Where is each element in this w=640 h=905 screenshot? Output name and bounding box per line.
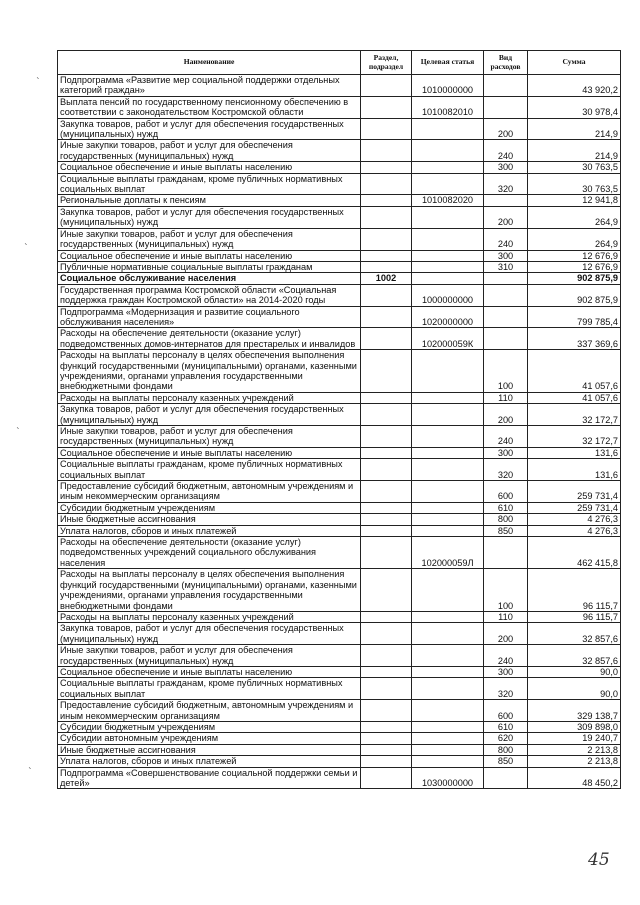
table-row	[58, 744, 621, 755]
cell-name: Социальное обеспечение и иные выплаты населению	[58, 162, 361, 173]
table-row	[58, 426, 621, 448]
cell-section	[361, 426, 412, 448]
cell-section	[361, 140, 412, 162]
table-row	[58, 611, 621, 622]
cell-section	[361, 284, 412, 306]
cell-target: 102000059К	[412, 328, 484, 350]
cell-target	[412, 261, 484, 272]
cell-target	[412, 228, 484, 250]
cell-name: Публичные нормативные социальные выплаты гражданам	[58, 261, 361, 272]
cell-kind: 200	[484, 623, 528, 645]
cell-name: Подпрограмма «Модернизация и развитие социального обслуживания населения»	[58, 306, 361, 328]
cell-target	[412, 645, 484, 667]
margin-tick-mark: ˎ	[24, 236, 29, 246]
table-row	[58, 392, 621, 403]
cell-sum: 259 731,4	[528, 481, 621, 503]
cell-target	[412, 733, 484, 744]
table-row	[58, 195, 621, 206]
cell-kind: 110	[484, 392, 528, 403]
cell-section	[361, 350, 412, 393]
cell-name: Социальное обеспечение и иные выплаты населению	[58, 447, 361, 458]
table-row	[58, 328, 621, 350]
cell-name: Уплата налогов, сборов и иных платежей	[58, 756, 361, 767]
cell-target	[412, 250, 484, 261]
cell-kind: 850	[484, 756, 528, 767]
budget-table	[57, 50, 621, 789]
cell-kind: 600	[484, 481, 528, 503]
table-row	[58, 306, 621, 328]
cell-kind: 300	[484, 162, 528, 173]
cell-name: Субсидии бюджетным учреждениям	[58, 502, 361, 513]
cell-sum: 902 875,9	[528, 284, 621, 306]
cell-sum: 12 676,9	[528, 261, 621, 272]
cell-kind: 240	[484, 228, 528, 250]
cell-target: 1010082010	[412, 96, 484, 118]
table-body	[58, 75, 621, 789]
cell-target	[412, 206, 484, 228]
cell-kind: 610	[484, 502, 528, 513]
table-row	[58, 261, 621, 272]
cell-section	[361, 328, 412, 350]
margin-tick-mark: ˎ	[16, 420, 21, 430]
cell-kind: 200	[484, 118, 528, 140]
cell-section	[361, 537, 412, 569]
cell-kind: 200	[484, 206, 528, 228]
cell-target	[412, 721, 484, 732]
header-sum: Сумма	[528, 51, 621, 75]
cell-name: Расходы на выплаты персоналу казенных учреждений	[58, 392, 361, 403]
cell-name: Закупка товаров, работ и услуг для обеспечения государственных (муниципальных) нужд	[58, 404, 361, 426]
table-row	[58, 502, 621, 513]
table-row	[58, 623, 621, 645]
table-row	[58, 140, 621, 162]
cell-section	[361, 744, 412, 755]
cell-kind	[484, 537, 528, 569]
cell-kind: 800	[484, 514, 528, 525]
table-row	[58, 756, 621, 767]
cell-kind: 610	[484, 721, 528, 732]
cell-target	[412, 162, 484, 173]
table-row	[58, 645, 621, 667]
cell-sum: 2 213,8	[528, 756, 621, 767]
table-row	[58, 666, 621, 677]
table-row	[58, 678, 621, 700]
cell-sum: 30 978,4	[528, 96, 621, 118]
cell-sum: 259 731,4	[528, 502, 621, 513]
cell-section	[361, 733, 412, 744]
cell-target	[412, 350, 484, 393]
cell-section	[361, 447, 412, 458]
cell-section	[361, 459, 412, 481]
cell-name: Расходы на выплаты персоналу в целях обеспечения выполнения функций государственными (муниципальными) органами, казенными учреждениями, органами управления государственными внебюджетными фондами	[58, 350, 361, 393]
cell-target	[412, 404, 484, 426]
cell-target	[412, 426, 484, 448]
cell-section	[361, 404, 412, 426]
cell-sum: 32 172,7	[528, 404, 621, 426]
header-target: Целевая статья	[412, 51, 484, 75]
cell-sum: 41 057,6	[528, 350, 621, 393]
page-number: 45	[588, 850, 610, 870]
cell-section	[361, 96, 412, 118]
cell-section	[361, 767, 412, 789]
cell-section	[361, 392, 412, 403]
cell-section	[361, 306, 412, 328]
cell-name: Субсидии автономным учреждениям	[58, 733, 361, 744]
cell-target	[412, 118, 484, 140]
cell-sum: 4 276,3	[528, 525, 621, 536]
cell-sum: 799 785,4	[528, 306, 621, 328]
cell-sum: 214,9	[528, 140, 621, 162]
cell-sum: 32 857,6	[528, 645, 621, 667]
cell-kind: 100	[484, 569, 528, 612]
table-row	[58, 537, 621, 569]
cell-sum: 96 115,7	[528, 611, 621, 622]
table-row	[58, 404, 621, 426]
cell-target	[412, 273, 484, 284]
cell-section	[361, 666, 412, 677]
cell-kind: 100	[484, 350, 528, 393]
cell-sum: 30 763,5	[528, 173, 621, 195]
cell-name: Расходы на выплаты персоналу казенных учреждений	[58, 611, 361, 622]
cell-name: Иные бюджетные ассигнования	[58, 514, 361, 525]
cell-name: Иные закупки товаров, работ и услуг для обеспечения государственных (муниципальных) нужд	[58, 140, 361, 162]
cell-sum: 214,9	[528, 118, 621, 140]
cell-kind: 320	[484, 173, 528, 195]
cell-target	[412, 611, 484, 622]
header-name: Наименование	[58, 51, 361, 75]
cell-section	[361, 75, 412, 97]
table-row	[58, 721, 621, 732]
cell-section: 1002	[361, 273, 412, 284]
cell-sum: 131,6	[528, 459, 621, 481]
table-row	[58, 447, 621, 458]
table-row	[58, 162, 621, 173]
cell-name: Социальное обеспечение и иные выплаты населению	[58, 250, 361, 261]
cell-kind: 320	[484, 678, 528, 700]
cell-target	[412, 678, 484, 700]
cell-kind: 200	[484, 404, 528, 426]
cell-sum: 264,9	[528, 228, 621, 250]
cell-section	[361, 173, 412, 195]
cell-kind	[484, 306, 528, 328]
cell-sum: 96 115,7	[528, 569, 621, 612]
cell-target	[412, 447, 484, 458]
cell-name: Социальные выплаты гражданам, кроме публичных нормативных социальных выплат	[58, 173, 361, 195]
cell-section	[361, 250, 412, 261]
cell-name: Иные закупки товаров, работ и услуг для обеспечения государственных (муниципальных) нужд	[58, 645, 361, 667]
cell-kind	[484, 328, 528, 350]
cell-sum: 19 240,7	[528, 733, 621, 744]
cell-target: 102000059Л	[412, 537, 484, 569]
cell-section	[361, 645, 412, 667]
table-row	[58, 525, 621, 536]
cell-sum: 337 369,6	[528, 328, 621, 350]
cell-sum: 2 213,8	[528, 744, 621, 755]
cell-name: Предоставление субсидий бюджетным, автономным учреждениям и иным некоммерческим организациям	[58, 700, 361, 722]
table-row	[58, 514, 621, 525]
cell-sum: 131,6	[528, 447, 621, 458]
cell-sum: 48 450,2	[528, 767, 621, 789]
table-row	[58, 273, 621, 284]
cell-name: Иные бюджетные ассигнования	[58, 744, 361, 755]
cell-name: Выплата пенсий по государственному пенсионному обеспечению в соответствии с законодательством Костромской области	[58, 96, 361, 118]
cell-sum: 32 857,6	[528, 623, 621, 645]
cell-name: Уплата налогов, сборов и иных платежей	[58, 525, 361, 536]
cell-name: Социальные выплаты гражданам, кроме публичных нормативных социальных выплат	[58, 678, 361, 700]
cell-kind: 240	[484, 426, 528, 448]
cell-section	[361, 502, 412, 513]
cell-section	[361, 195, 412, 206]
cell-target	[412, 569, 484, 612]
cell-target	[412, 700, 484, 722]
cell-name: Закупка товаров, работ и услуг для обеспечения государственных (муниципальных) нужд	[58, 118, 361, 140]
cell-section	[361, 611, 412, 622]
table-row	[58, 481, 621, 503]
cell-sum: 902 875,9	[528, 273, 621, 284]
cell-section	[361, 481, 412, 503]
cell-name: Закупка товаров, работ и услуг для обеспечения государственных (муниципальных) нужд	[58, 206, 361, 228]
cell-name: Государственная программа Костромской области «Социальная поддержка граждан Костромской области» на 2014-2020 годы	[58, 284, 361, 306]
cell-name: Расходы на выплаты персоналу в целях обеспечения выполнения функций государственными (муниципальными) органами, казенными учреждениями, органами управления государственными внебюджетными фондами	[58, 569, 361, 612]
cell-target: 1020000000	[412, 306, 484, 328]
cell-kind	[484, 273, 528, 284]
cell-sum: 329 138,7	[528, 700, 621, 722]
cell-kind	[484, 767, 528, 789]
cell-kind: 310	[484, 261, 528, 272]
cell-name: Подпрограмма «Совершенствование социальной поддержки семьи и детей»	[58, 767, 361, 789]
cell-section	[361, 525, 412, 536]
cell-kind	[484, 195, 528, 206]
cell-target	[412, 756, 484, 767]
cell-target	[412, 140, 484, 162]
cell-kind	[484, 75, 528, 97]
cell-kind: 240	[484, 645, 528, 667]
cell-name: Иные закупки товаров, работ и услуг для обеспечения государственных (муниципальных) нужд	[58, 426, 361, 448]
margin-tick-mark: ˎ	[28, 760, 33, 770]
margin-tick-mark: ˎ	[36, 70, 41, 80]
cell-section	[361, 514, 412, 525]
cell-target: 1030000000	[412, 767, 484, 789]
cell-name: Социальные выплаты гражданам, кроме публичных нормативных социальных выплат	[58, 459, 361, 481]
cell-kind: 110	[484, 611, 528, 622]
table-row	[58, 459, 621, 481]
cell-section	[361, 678, 412, 700]
cell-sum: 12 676,9	[528, 250, 621, 261]
header-kind: Вид расходов	[484, 51, 528, 75]
cell-section	[361, 261, 412, 272]
cell-name: Социальное обслуживание населения	[58, 273, 361, 284]
table-header-row	[58, 51, 621, 75]
cell-sum: 4 276,3	[528, 514, 621, 525]
cell-section	[361, 118, 412, 140]
cell-section	[361, 569, 412, 612]
cell-section	[361, 721, 412, 732]
cell-sum: 30 763,5	[528, 162, 621, 173]
cell-name: Субсидии бюджетным учреждениям	[58, 721, 361, 732]
cell-name: Иные закупки товаров, работ и услуг для обеспечения государственных (муниципальных) нужд	[58, 228, 361, 250]
table-row	[58, 767, 621, 789]
cell-name: Закупка товаров, работ и услуг для обеспечения государственных (муниципальных) нужд	[58, 623, 361, 645]
cell-kind: 620	[484, 733, 528, 744]
cell-section	[361, 623, 412, 645]
cell-name: Региональные доплаты к пенсиям	[58, 195, 361, 206]
table-row	[58, 284, 621, 306]
cell-sum: 43 920,2	[528, 75, 621, 97]
cell-target	[412, 744, 484, 755]
cell-sum: 264,9	[528, 206, 621, 228]
cell-section	[361, 756, 412, 767]
cell-target	[412, 502, 484, 513]
cell-name: Предоставление субсидий бюджетным, автономным учреждениям и иным некоммерческим организациям	[58, 481, 361, 503]
cell-kind: 240	[484, 140, 528, 162]
table-row	[58, 569, 621, 612]
table-row	[58, 173, 621, 195]
cell-target	[412, 666, 484, 677]
table-row	[58, 733, 621, 744]
cell-sum: 12 941,8	[528, 195, 621, 206]
cell-name: Подпрограмма «Развитие мер социальной поддержки отдельных категорий граждан»	[58, 75, 361, 97]
cell-section	[361, 162, 412, 173]
cell-kind	[484, 96, 528, 118]
cell-sum: 309 898,0	[528, 721, 621, 732]
table-row	[58, 228, 621, 250]
table-row	[58, 206, 621, 228]
cell-target	[412, 459, 484, 481]
table-row	[58, 96, 621, 118]
cell-name: Расходы на обеспечение деятельности (оказание услуг) подведомственных домов-интернатов для престарелых и инвалидов	[58, 328, 361, 350]
table-row	[58, 250, 621, 261]
cell-kind: 600	[484, 700, 528, 722]
table-row	[58, 75, 621, 97]
cell-kind: 850	[484, 525, 528, 536]
cell-section	[361, 228, 412, 250]
cell-section	[361, 700, 412, 722]
cell-target: 1010000000	[412, 75, 484, 97]
cell-name: Социальное обеспечение и иные выплаты населению	[58, 666, 361, 677]
cell-sum: 32 172,7	[528, 426, 621, 448]
cell-kind: 300	[484, 447, 528, 458]
cell-kind	[484, 284, 528, 306]
cell-kind: 300	[484, 666, 528, 677]
cell-target	[412, 514, 484, 525]
cell-sum: 90,0	[528, 666, 621, 677]
cell-target	[412, 525, 484, 536]
table-row	[58, 350, 621, 393]
header-section: Раздел, подраздел	[361, 51, 412, 75]
cell-target	[412, 623, 484, 645]
cell-sum: 41 057,6	[528, 392, 621, 403]
cell-target: 1000000000	[412, 284, 484, 306]
cell-target	[412, 392, 484, 403]
cell-kind: 800	[484, 744, 528, 755]
cell-target: 1010082020	[412, 195, 484, 206]
cell-sum: 90,0	[528, 678, 621, 700]
table-row	[58, 700, 621, 722]
cell-name: Расходы на обеспечение деятельности (оказание услуг) подведомственных учреждений социального обслуживания населения	[58, 537, 361, 569]
table-row	[58, 118, 621, 140]
cell-kind: 320	[484, 459, 528, 481]
cell-sum: 462 415,8	[528, 537, 621, 569]
cell-section	[361, 206, 412, 228]
cell-kind: 300	[484, 250, 528, 261]
cell-target	[412, 173, 484, 195]
cell-target	[412, 481, 484, 503]
